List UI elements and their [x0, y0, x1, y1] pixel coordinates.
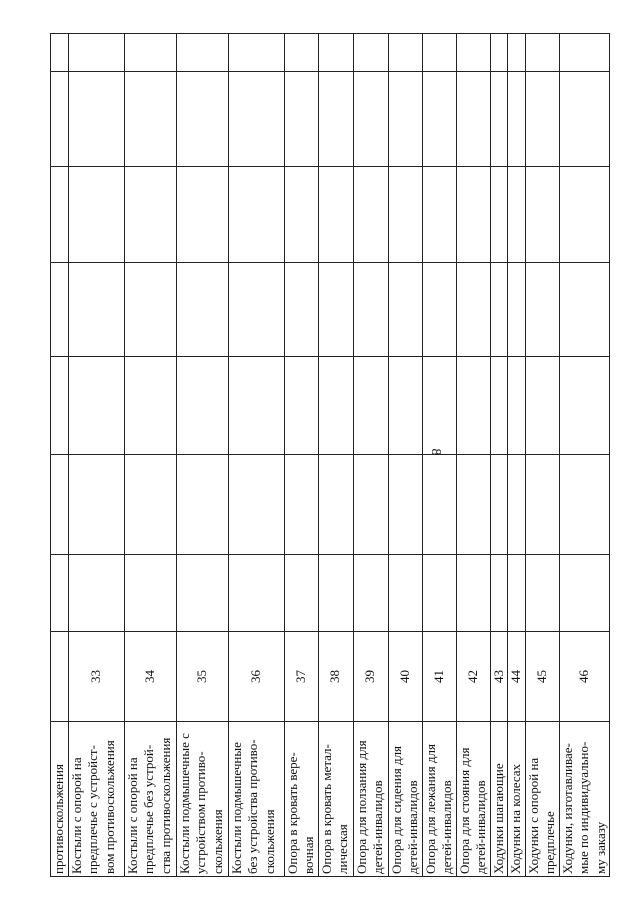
- empty-cell: [490, 357, 508, 455]
- item-name-cell: Опора для лежания для детей-инвалидов: [422, 722, 456, 877]
- table-row: [525, 34, 559, 877]
- item-name-cell: Костыли с опорой на предплечье без устрой- ства противоскольжения: [124, 722, 176, 877]
- item-name-cell: Костыли подмышечные с устройством противо- скольжения: [176, 722, 228, 877]
- table-row: [318, 34, 353, 877]
- empty-cell: [388, 72, 422, 167]
- item-number-cell: 45: [525, 632, 559, 722]
- empty-cell: [508, 34, 526, 72]
- empty-cell: [318, 555, 353, 632]
- empty-cell: [284, 357, 318, 455]
- empty-cell: [456, 167, 490, 263]
- empty-cell: [124, 455, 176, 555]
- empty-cell: [388, 34, 422, 72]
- table-row: [353, 34, 388, 877]
- empty-cell: [490, 167, 508, 263]
- empty-cell: [525, 263, 559, 357]
- empty-cell: [559, 555, 610, 632]
- table-row: [388, 34, 422, 877]
- empty-cell: [456, 455, 490, 555]
- item-number-cell: 38: [318, 632, 353, 722]
- empty-cell: [124, 555, 176, 632]
- empty-cell: [456, 357, 490, 455]
- empty-cell: [490, 263, 508, 357]
- page-number: 8: [428, 448, 443, 456]
- empty-cell: [228, 357, 284, 455]
- item-number-cell: 36: [228, 632, 284, 722]
- empty-cell: [353, 167, 388, 263]
- empty-cell: [353, 72, 388, 167]
- empty-cell: [124, 263, 176, 357]
- table-row: [124, 34, 176, 877]
- empty-cell: [353, 34, 388, 72]
- empty-cell: [490, 455, 508, 555]
- empty-cell: [422, 167, 456, 263]
- empty-cell: [51, 167, 69, 263]
- empty-cell: [284, 455, 318, 555]
- item-number-cell: 41: [422, 632, 456, 722]
- item-number-cell: [51, 632, 69, 722]
- empty-cell: [318, 72, 353, 167]
- table-row: [284, 34, 318, 877]
- empty-cell: [422, 455, 456, 555]
- empty-cell: [559, 167, 610, 263]
- item-number-cell: 34: [124, 632, 176, 722]
- table-row: [456, 34, 490, 877]
- item-name-cell: Костыли подмышечные без устройства противо- скольжения: [228, 722, 284, 877]
- empty-cell: [490, 555, 508, 632]
- empty-cell: [318, 357, 353, 455]
- empty-cell: [176, 455, 228, 555]
- rotated-table-container: [50, 34, 608, 877]
- empty-cell: [51, 263, 69, 357]
- empty-cell: [508, 555, 526, 632]
- item-name-cell: Опора для сидения для детей-инвалидов: [388, 722, 422, 877]
- empty-cell: [490, 72, 508, 167]
- item-number-cell: 46: [559, 632, 610, 722]
- empty-cell: [228, 263, 284, 357]
- empty-cell: [525, 357, 559, 455]
- empty-cell: [525, 72, 559, 167]
- table-row: [508, 34, 526, 877]
- item-number-cell: 37: [284, 632, 318, 722]
- empty-cell: [68, 34, 124, 72]
- empty-cell: [68, 455, 124, 555]
- empty-cell: [176, 167, 228, 263]
- empty-cell: [456, 72, 490, 167]
- empty-cell: [124, 72, 176, 167]
- empty-cell: [228, 72, 284, 167]
- empty-cell: [68, 72, 124, 167]
- empty-cell: [525, 555, 559, 632]
- empty-cell: [284, 555, 318, 632]
- empty-cell: [388, 167, 422, 263]
- empty-cell: [559, 263, 610, 357]
- empty-cell: [353, 357, 388, 455]
- empty-cell: [318, 167, 353, 263]
- empty-cell: [176, 72, 228, 167]
- empty-cell: [508, 72, 526, 167]
- empty-cell: [508, 167, 526, 263]
- item-name-cell: Опора в кровать метал- лическая: [318, 722, 353, 877]
- table-row: [228, 34, 284, 877]
- empty-cell: [284, 263, 318, 357]
- empty-cell: [559, 34, 610, 72]
- empty-cell: [176, 263, 228, 357]
- empty-cell: [68, 357, 124, 455]
- empty-cell: [51, 555, 69, 632]
- table-row: [490, 34, 508, 877]
- empty-cell: [388, 555, 422, 632]
- empty-cell: [525, 34, 559, 72]
- item-name-cell: Костыли с опорой на предплечье с устройст- вом противоскольжения: [68, 722, 124, 877]
- empty-cell: [51, 455, 69, 555]
- empty-cell: [422, 263, 456, 357]
- table-row: [176, 34, 228, 877]
- empty-cell: [490, 34, 508, 72]
- item-name-cell: Ходунки на колесах: [508, 722, 526, 877]
- empty-cell: [318, 263, 353, 357]
- empty-cell: [559, 455, 610, 555]
- item-number-cell: 35: [176, 632, 228, 722]
- empty-cell: [176, 357, 228, 455]
- empty-cell: [68, 555, 124, 632]
- empty-cell: [422, 357, 456, 455]
- item-number-cell: 39: [353, 632, 388, 722]
- empty-cell: [176, 555, 228, 632]
- item-number-cell: 42: [456, 632, 490, 722]
- empty-cell: [51, 34, 69, 72]
- item-name-cell: Ходунки, изготавливае- мые по индивидуально- му заказу: [559, 722, 610, 877]
- empty-cell: [508, 455, 526, 555]
- empty-cell: [284, 34, 318, 72]
- empty-cell: [456, 263, 490, 357]
- empty-cell: [124, 357, 176, 455]
- empty-cell: [456, 555, 490, 632]
- item-number-cell: 33: [68, 632, 124, 722]
- empty-cell: [559, 72, 610, 167]
- empty-cell: [388, 357, 422, 455]
- empty-cell: [228, 455, 284, 555]
- items-table: [50, 33, 610, 877]
- empty-cell: [124, 34, 176, 72]
- item-name-cell: Ходунки с опорой на предплечье: [525, 722, 559, 877]
- item-name-cell: противоскольжения: [51, 722, 69, 877]
- table-row: [559, 34, 610, 877]
- empty-cell: [51, 72, 69, 167]
- empty-cell: [228, 167, 284, 263]
- empty-cell: [284, 72, 318, 167]
- empty-cell: [525, 455, 559, 555]
- item-number-cell: 43: [490, 632, 508, 722]
- empty-cell: [284, 167, 318, 263]
- empty-cell: [176, 34, 228, 72]
- empty-cell: [388, 455, 422, 555]
- empty-cell: [456, 34, 490, 72]
- empty-cell: [228, 34, 284, 72]
- item-name-cell: Опора для стояния для детей-инвалидов: [456, 722, 490, 877]
- table-row: [422, 34, 456, 877]
- empty-cell: [124, 167, 176, 263]
- table-body: [51, 34, 610, 877]
- table-row: [51, 34, 69, 877]
- item-name-cell: Ходунки шагающие: [490, 722, 508, 877]
- empty-cell: [559, 357, 610, 455]
- empty-cell: [228, 555, 284, 632]
- empty-cell: [422, 555, 456, 632]
- empty-cell: [68, 263, 124, 357]
- empty-cell: [388, 263, 422, 357]
- item-number-cell: 44: [508, 632, 526, 722]
- empty-cell: [51, 357, 69, 455]
- item-number-cell: 40: [388, 632, 422, 722]
- empty-cell: [318, 455, 353, 555]
- empty-cell: [525, 167, 559, 263]
- item-name-cell: Опора в кровать вере- вочная: [284, 722, 318, 877]
- empty-cell: [508, 263, 526, 357]
- empty-cell: [353, 455, 388, 555]
- empty-cell: [68, 167, 124, 263]
- empty-cell: [353, 263, 388, 357]
- empty-cell: [422, 34, 456, 72]
- table-row: [68, 34, 124, 877]
- empty-cell: [353, 555, 388, 632]
- empty-cell: [422, 72, 456, 167]
- empty-cell: [508, 357, 526, 455]
- empty-cell: [318, 34, 353, 72]
- item-name-cell: Опора для ползания для детей-инвалидов: [353, 722, 388, 877]
